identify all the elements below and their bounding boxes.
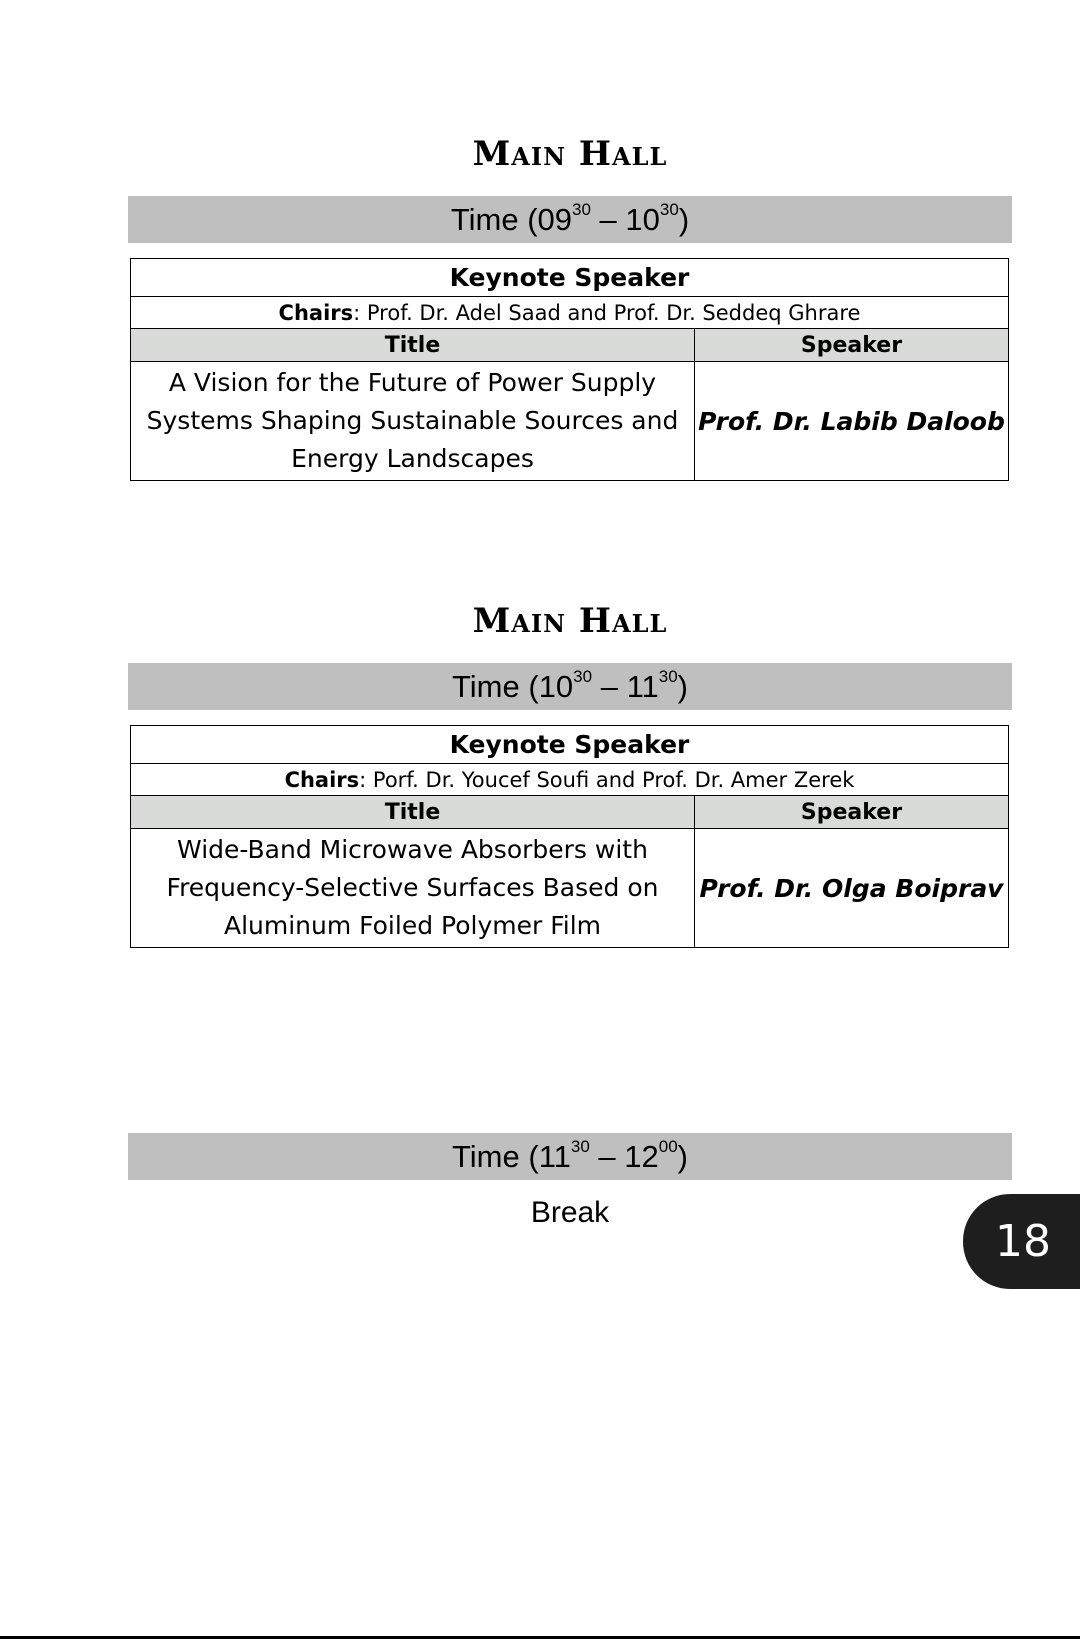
hall-title: Main Hall <box>472 134 668 174</box>
end-hour: 12 <box>624 1139 659 1174</box>
start-minutes: 30 <box>572 199 591 219</box>
start-minutes: 30 <box>570 1136 590 1156</box>
session-table <box>130 258 1009 481</box>
start-hour: 09 <box>537 202 573 237</box>
speaker-name: Prof. Dr. Labib Daloob <box>695 362 1009 481</box>
session-heading: Keynote Speaker <box>131 726 1009 764</box>
time-dash: – <box>592 669 627 704</box>
column-header-title: Title <box>131 329 695 362</box>
page-number-badge: 18 <box>963 1194 1080 1289</box>
chairs-value: : Prof. Dr. Adel Saad and Prof. Dr. Seddeq Ghrare <box>353 300 861 325</box>
column-header-title: Title <box>131 796 695 829</box>
time-suffix: ) <box>677 1139 688 1174</box>
start-hour: 10 <box>538 669 574 704</box>
speaker-name: Prof. Dr. Olga Boiprav <box>695 829 1009 948</box>
session-table <box>130 725 1009 948</box>
time-suffix: ) <box>678 202 690 237</box>
session-heading: Keynote Speaker <box>131 259 1009 297</box>
time-prefix: Time ( <box>450 202 538 237</box>
end-minutes: 30 <box>659 199 679 219</box>
chairs-cell <box>131 764 1009 796</box>
break-label: Break <box>530 1196 610 1229</box>
time-prefix: Time ( <box>452 669 539 704</box>
start-hour: 11 <box>538 1139 571 1174</box>
time-dash: – <box>589 1139 625 1174</box>
break-time-bar <box>128 1133 1012 1180</box>
end-minutes: 00 <box>658 1136 678 1156</box>
chairs-value: : Porf. Dr. Youcef Soufi and Prof. Dr. Amer Zerek <box>359 767 855 792</box>
time-suffix: ) <box>677 669 688 704</box>
time-bar <box>128 663 1012 710</box>
column-header-speaker: Speaker <box>695 796 1009 829</box>
talk-title: Wide-Band Microwave Absorbers with Frequency-Selective Surfaces Based on Aluminum Foiled Polymer Film <box>131 829 695 948</box>
start-minutes: 30 <box>573 666 593 686</box>
hall-title: Main Hall <box>472 601 668 641</box>
time-bar <box>128 196 1012 243</box>
chairs-label: Chairs <box>284 767 360 792</box>
column-header-speaker: Speaker <box>695 329 1009 362</box>
chairs-label: Chairs <box>278 300 354 325</box>
time-prefix: Time ( <box>452 1139 539 1174</box>
end-minutes: 30 <box>658 666 678 686</box>
time-dash: – <box>590 202 626 237</box>
chairs-cell <box>131 297 1009 329</box>
talk-title: A Vision for the Future of Power Supply Systems Shaping Sustainable Sources and Energy Landscapes <box>131 362 695 481</box>
end-hour: 11 <box>626 669 659 704</box>
end-hour: 10 <box>625 202 660 237</box>
